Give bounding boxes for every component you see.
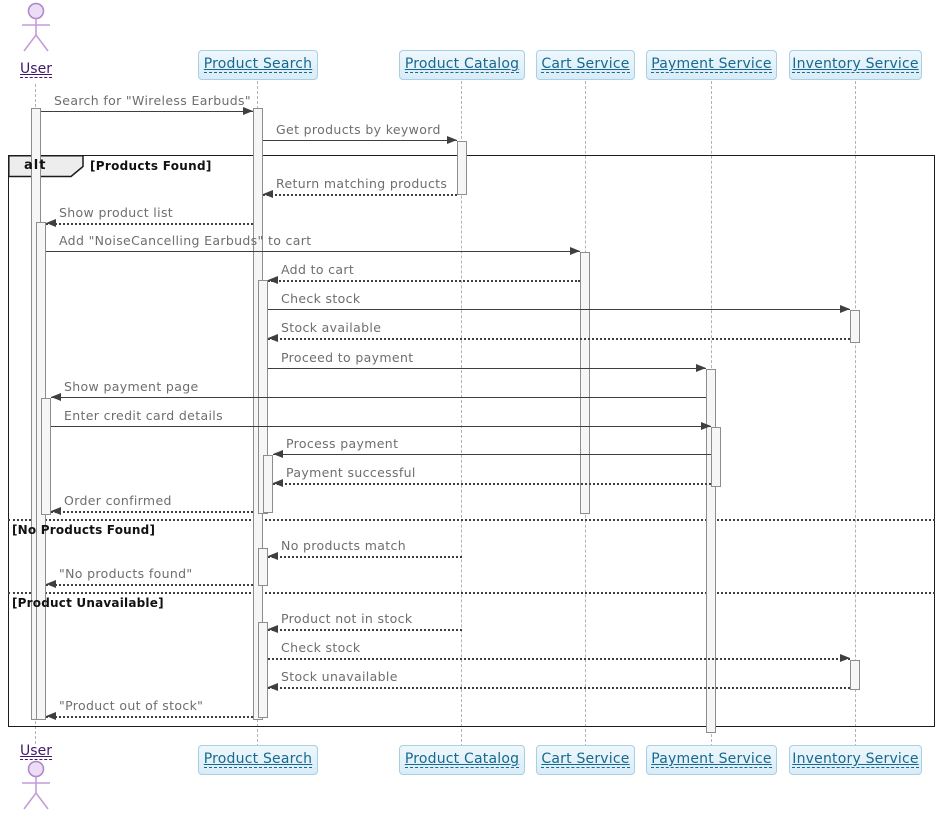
- message-label: Stock unavailable: [281, 669, 398, 684]
- activation-bar-inventory-service: [850, 660, 860, 690]
- participant-box-product-catalog-bottom[interactable]: [399, 745, 525, 775]
- arrowhead-left-icon: [51, 507, 61, 515]
- arrowhead-right-icon: [840, 654, 850, 662]
- message-line: [41, 111, 253, 112]
- arrowhead-left-icon: [46, 219, 56, 227]
- participant-box-cart-service-bottom[interactable]: [536, 745, 635, 775]
- participant-label: Inventory Service: [792, 56, 919, 72]
- participant-label: Product Catalog: [404, 751, 520, 767]
- message-label: Get products by keyword: [276, 122, 441, 137]
- message-line: [268, 629, 462, 631]
- message-line: [268, 658, 850, 660]
- message-line: [268, 309, 850, 310]
- participant-box-inventory-service-top[interactable]: [789, 50, 922, 80]
- message-line: [268, 687, 850, 689]
- message-label: Check stock: [281, 291, 361, 306]
- arrowhead-right-icon: [447, 136, 457, 144]
- activation-bar-product-search: [263, 455, 273, 513]
- message-label: Check stock: [281, 640, 361, 655]
- arrowhead-left-icon: [268, 683, 278, 691]
- arrowhead-left-icon: [268, 625, 278, 633]
- participant-label: Payment Service: [651, 751, 772, 767]
- arrowhead-left-icon: [46, 712, 56, 720]
- actor-user-label-footer[interactable]: User: [20, 743, 52, 759]
- message-label: Add "NoiseCancelling Earbuds" to cart: [59, 233, 312, 248]
- participant-box-payment-service-bottom[interactable]: [646, 745, 777, 775]
- arrowhead-left-icon: [268, 334, 278, 342]
- message-line: [51, 511, 253, 513]
- participant-label: Inventory Service: [792, 751, 919, 767]
- alt-divider-label: [No Products Found]: [12, 523, 156, 537]
- alt-operator-pentagon: [8, 155, 86, 182]
- message-line: [273, 483, 711, 485]
- alt-operator-label: alt: [24, 158, 47, 173]
- alt-divider-label: [Product Unavailable]: [12, 596, 164, 610]
- message-line: [273, 454, 711, 455]
- participant-label: Cart Service: [541, 56, 630, 72]
- arrowhead-right-icon: [243, 107, 253, 115]
- participant-box-product-search-bottom[interactable]: [198, 745, 318, 775]
- arrowhead-left-icon: [46, 580, 56, 588]
- activation-bar-user: [41, 398, 51, 515]
- activation-bar-product-catalog: [457, 141, 467, 195]
- activation-bar-payment-service: [711, 427, 721, 487]
- arrowhead-left-icon: [268, 552, 278, 560]
- arrowhead-right-icon: [696, 364, 706, 372]
- message-label: Process payment: [286, 436, 399, 451]
- alt-guard-label: [Products Found]: [90, 159, 212, 173]
- actor-user-label[interactable]: User: [20, 61, 52, 77]
- activation-bar-product-search: [258, 548, 268, 586]
- message-line: [268, 556, 462, 558]
- participant-box-payment-service-top[interactable]: [646, 50, 777, 80]
- arrowhead-right-icon: [701, 422, 711, 430]
- message-label: "No products found": [59, 566, 193, 581]
- message-line: [46, 251, 580, 252]
- message-line: [46, 223, 253, 225]
- arrowhead-left-icon: [273, 450, 283, 458]
- participant-box-product-search-top[interactable]: [198, 50, 318, 80]
- participant-label: Payment Service: [651, 56, 772, 72]
- user-actor-icon-footer: [14, 760, 58, 820]
- message-label: Search for "Wireless Earbuds": [54, 93, 252, 108]
- message-label: "Product out of stock": [59, 698, 204, 713]
- message-line: [268, 338, 850, 340]
- message-label: Return matching products: [276, 176, 448, 191]
- message-line: [51, 426, 711, 427]
- arrowhead-left-icon: [268, 276, 278, 284]
- participant-label: Cart Service: [541, 751, 630, 767]
- arrowhead-left-icon: [263, 190, 273, 198]
- message-label: Show payment page: [64, 379, 199, 394]
- participant-box-product-catalog-top[interactable]: [399, 50, 525, 80]
- activation-bar-inventory-service: [850, 310, 860, 343]
- user-actor-icon: [14, 2, 58, 62]
- message-line: [51, 397, 706, 398]
- alt-divider: [8, 592, 935, 594]
- activation-bar-cart-service: [580, 252, 590, 514]
- message-line: [263, 194, 457, 196]
- message-label: Order confirmed: [64, 493, 172, 508]
- participant-box-inventory-service-bottom[interactable]: [789, 745, 922, 775]
- arrowhead-left-icon: [51, 393, 61, 401]
- participant-label: Product Catalog: [404, 56, 520, 72]
- message-label: No products match: [281, 538, 407, 553]
- participant-label: Product Search: [203, 56, 313, 72]
- message-line: [46, 716, 253, 718]
- arrowhead-left-icon: [273, 479, 283, 487]
- alt-divider: [8, 519, 935, 521]
- participant-label: Product Search: [203, 751, 313, 767]
- message-label: Enter credit card details: [64, 408, 223, 423]
- activation-bar-product-search: [258, 622, 268, 718]
- message-line: [268, 280, 580, 282]
- message-label: Add to cart: [281, 262, 355, 277]
- message-line: [268, 368, 706, 369]
- message-label: Proceed to payment: [281, 350, 414, 365]
- arrowhead-right-icon: [840, 305, 850, 313]
- message-label: Payment successful: [286, 465, 416, 480]
- participant-box-cart-service-top[interactable]: [536, 50, 635, 80]
- message-label: Show product list: [59, 205, 174, 220]
- arrowhead-right-icon: [570, 247, 580, 255]
- message-label: Stock available: [281, 320, 382, 335]
- message-line: [263, 140, 457, 141]
- message-label: Product not in stock: [281, 611, 413, 626]
- message-line: [46, 584, 253, 586]
